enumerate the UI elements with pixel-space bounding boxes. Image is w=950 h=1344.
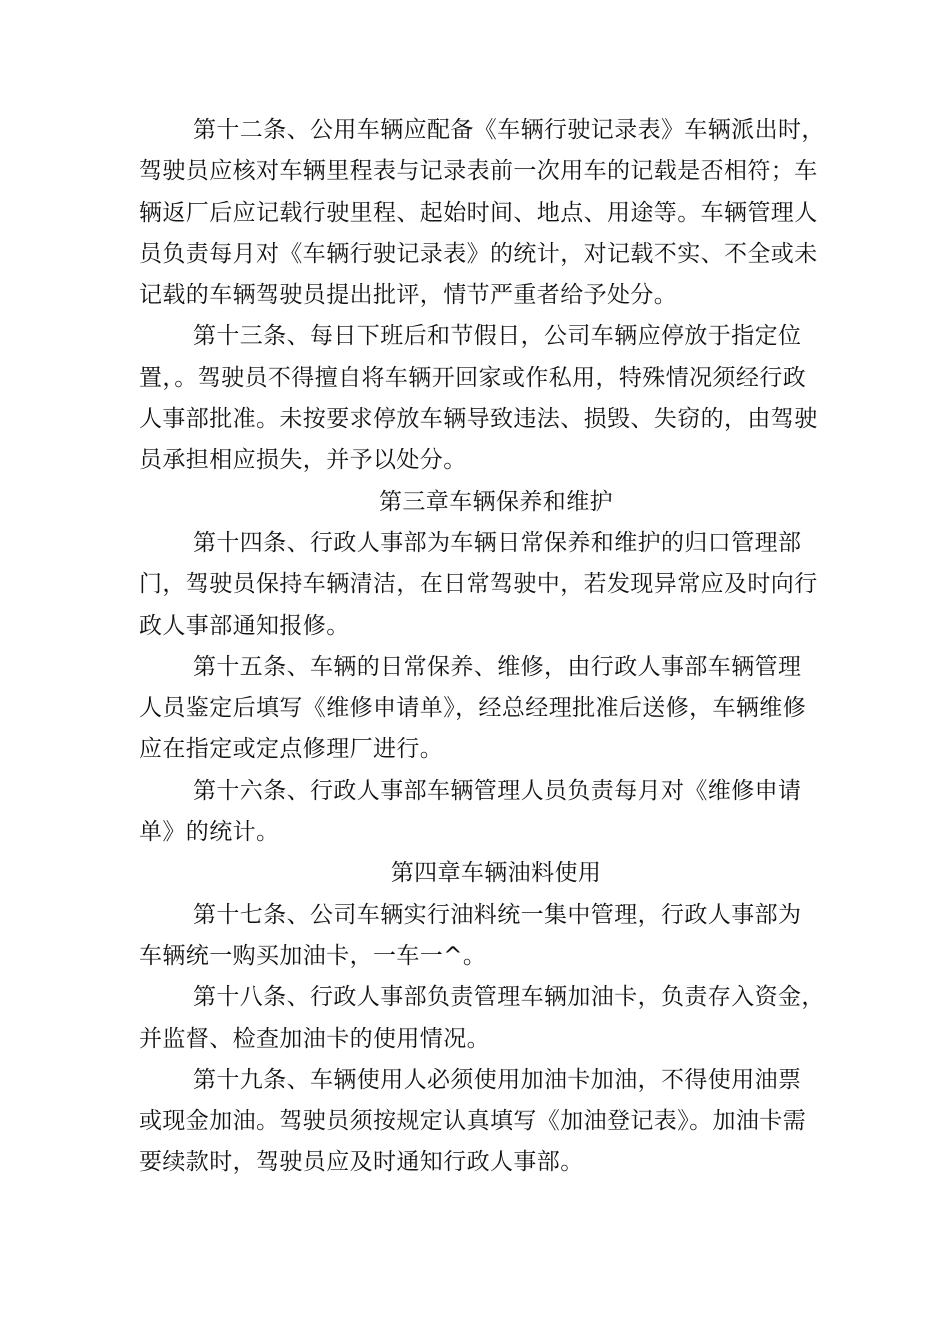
text-line: 政人事部通知报修。 [139, 612, 350, 639]
text-line: 员负责每月对《车辆行驶记录表》的统计，对记载不实、不全或未 [139, 240, 818, 267]
text-line: 第十七条、公司车辆实行油料统一集中管理，行政人事部为 [193, 901, 802, 928]
article-19 [139, 1060, 829, 1184]
text-line: 员承担相应损失，并予以处分。 [139, 447, 467, 474]
text-line: 第十二条、公用车辆应配备《车辆行驶记录表》车辆派出时， [193, 117, 825, 143]
text-line: 或现金加油。驾驶员须按规定认真填写《加油登记表》。加油卡需 [139, 1108, 807, 1135]
text-line: 第十九条、车辆使用人必须使用加油卡加油，不得使用油票 [193, 1066, 802, 1093]
text-line: 要续款时，驾驶员应及时通知行政人事部。 [139, 1149, 584, 1176]
text-line: 第十八条、行政人事部负责管理车辆加油卡，负责存入资金， [193, 984, 825, 1011]
article-13 [139, 316, 829, 481]
text-line: 应在指定或定点修理厂进行。 [139, 736, 444, 763]
text-line: 置，。驾驶员不得擅自将车辆开回家或作私用，特殊情况须经行政 [139, 364, 807, 391]
article-15 [139, 647, 829, 771]
text-line: 辆返厂后应记载行驶里程、起始时间、地点、用途等。车辆管理人 [139, 199, 818, 226]
article-18 [139, 977, 829, 1060]
document-body [139, 110, 829, 1184]
text-line: 第十四条、行政人事部为车辆日常保养和维护的归口管理部 [193, 529, 802, 556]
article-17 [139, 895, 829, 978]
text-line: 第十六条、行政人事部车辆管理人员负责每月对《维修申请 [193, 777, 802, 804]
chapter-4-heading: 第四章车辆油料使用 [390, 860, 602, 887]
article-14 [139, 523, 829, 647]
text-line: 驾驶员应核对车辆里程表与记录表前一次用车的记载是否相符；车 [139, 158, 818, 185]
text-line: 车辆统一购买加油卡，一车一^。 [139, 942, 487, 969]
text-line: 人事部批准。未按要求停放车辆导致违法、损毁、失窃的，由驾驶 [139, 406, 818, 433]
text-line: 单》的统计。 [139, 819, 280, 846]
text-line: 并监督、检查加油卡的使用情况。 [139, 1025, 490, 1052]
text-line: 第十五条、车辆的日常保养、维修，由行政人事部车辆管理 [193, 653, 802, 680]
text-line: 门，驾驶员保持车辆清洁，在日常驾驶中，若发现异常应及时向行 [139, 571, 818, 598]
chapter-3-heading: 第三章车辆保养和维护 [379, 488, 613, 515]
text-line: 记载的车辆驾驶员提出批评，情节严重者给予处分。 [139, 282, 678, 309]
text-line: 人员鉴定后填写《维修申请单》，经总经理批准后送修，车辆维修 [139, 695, 807, 722]
article-16 [139, 771, 829, 854]
article-12 [139, 110, 829, 316]
text-line: 第十三条、每日下班后和节假日，公司车辆应停放于指定位 [193, 323, 802, 350]
